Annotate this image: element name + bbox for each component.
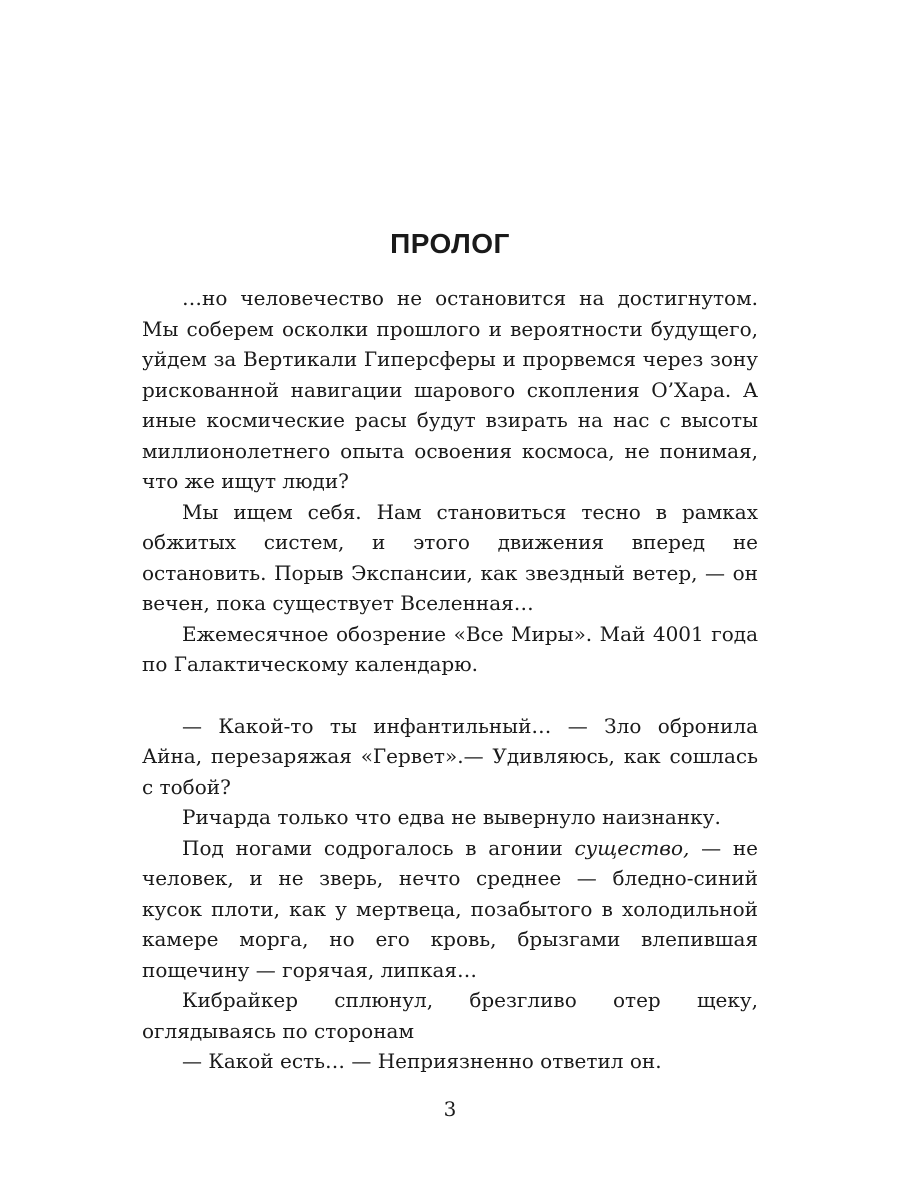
paragraph: Ежемесячное обозрение «Все Миры». Май 4001 года по Галактическому календарю. <box>142 621 758 676</box>
italic-word: существо, <box>574 835 690 860</box>
paragraph: — Какой есть… — Неприязненно ответил он. <box>182 1049 662 1073</box>
paragraph: Мы ищем себя. Нам становиться тесно в рамках обжитых систем, и этого движения вперед не остановить. Порыв Экспансии, как звездный ветер, — он вечен, пока существует Вселенная… <box>142 499 758 615</box>
paragraph-text: Под ногами содрогалось в агонии <box>182 835 575 860</box>
paragraph: Кибрайкер сплюнул, брезгливо отер щеку, оглядываясь по сторонам <box>142 988 758 1043</box>
paragraph: — Какой-то ты инфантильный… — Зло обронила Айна, перезаряжая «Гервет».— Удивляюсь, как сошлась с тобой? <box>142 713 758 799</box>
section-break <box>142 680 758 711</box>
chapter-title: ПРОЛОГ <box>390 228 510 259</box>
paragraph: Ричарда только что едва не вывернуло наизнанку. <box>182 805 721 829</box>
paragraph-text: — не человек, и не зверь, нечто среднее — бледно-синий кусок плоти, как у мертвеца, позабытого в холодильной камере морга, но его кровь, брызгами влепившая пощечину — горячая, липкая… <box>142 835 758 982</box>
paragraph <box>142 833 758 986</box>
paragraph: …но человечество не остановится на достигнутом. Мы соберем осколки прошлого и вероятности будущего, уйдем за Вертикали Гиперсферы и прорвемся через зону рискованной навигации шарового скопления О’Хара. А иные космические расы будут взирать на нас с высоты миллионолетнего опыта освоения космоса, не понимая, что же ищут люди? <box>142 286 758 493</box>
body-text <box>142 283 758 1077</box>
page-number: 3 <box>443 1097 457 1121</box>
